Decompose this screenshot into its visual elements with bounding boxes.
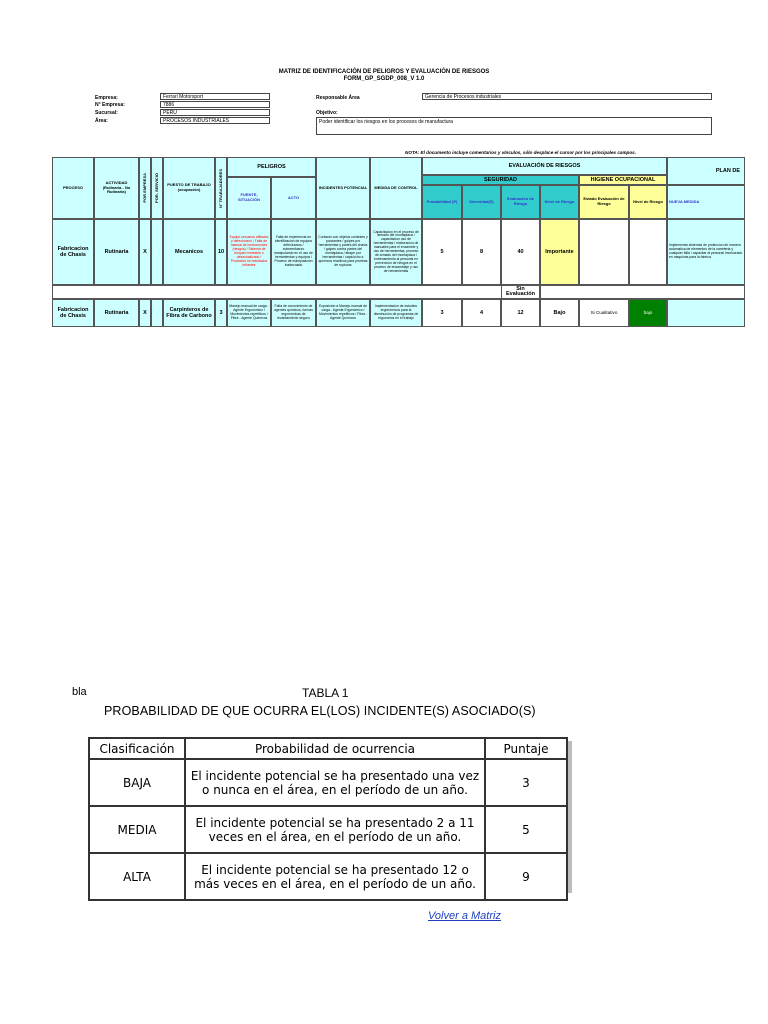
sucursal-field[interactable]: PERU [160, 109, 270, 116]
col-acto: ACTO [271, 177, 316, 219]
clasificacion-cell: MEDIA [89, 806, 185, 853]
row2-actividad[interactable]: Rutinaria [94, 299, 139, 327]
row2-por-servicio[interactable] [151, 299, 163, 327]
table-row [89, 806, 567, 853]
row2-severidad[interactable]: 4 [462, 299, 501, 327]
header-puntaje: Puntaje [485, 738, 567, 759]
col-seguridad: SEGURIDAD [422, 175, 579, 185]
row2-evaluacion[interactable]: 12 [501, 299, 540, 327]
col-peligros: PELIGROS [227, 157, 316, 177]
objetivo-label: Objetivo: [316, 110, 338, 116]
row2-incidente[interactable]: Exposición a Manejo manual de carga - Agente Ergonómico / Movimientos repetitivos / Fibra - Agente Químicos [316, 299, 370, 327]
row1-num[interactable]: 10 [215, 219, 227, 285]
tabla1-subtitle: PROBABILIDAD DE QUE OCURRA EL(LOS) INCIDENTE(S) ASOCIADO(S) [104, 704, 536, 718]
row2-puesto[interactable]: Carpinteros de Fibra de Carbono [163, 299, 215, 327]
col-proceso: PROCESO [52, 157, 94, 219]
responsable-field[interactable]: Gerencia de Procesos industriales [422, 93, 712, 100]
area-field[interactable]: PROCESOS INDUSTRIALES [160, 117, 270, 124]
nota-text: NOTA: El documento incluye comentarios y vínculos, sólo desplace el cursor por los principales campos. [405, 150, 636, 155]
table-row [89, 759, 567, 806]
col-por-servicio: POR. SERVICIO [151, 157, 163, 219]
stray-text: bla [72, 686, 87, 698]
form-code: FORM_GP_SGDP_008_V 1.0 [343, 76, 425, 82]
row1-estado-h[interactable] [579, 219, 629, 285]
col-plan: PLAN DE [667, 157, 745, 185]
col-actividad: ACTIVIDAD (Rutinaria - No Rutinaria) [94, 157, 139, 219]
col-por-empresa: POR EMPRESA [139, 157, 151, 219]
matrix-title: MATRIZ DE IDENTIFICACIÓN DE PELIGROS Y EVALUACIÓN DE RIESGOS [278, 69, 490, 75]
row2-fuente[interactable]: Manejo manual de carga - Agente Ergonómico / Movimientos repetitivos / Fibra - Agente Químicos [227, 299, 271, 327]
num-empresa-label: N° Empresa: [95, 102, 125, 108]
row2-num[interactable]: 3 [215, 299, 227, 327]
row1-severidad[interactable]: 8 [462, 219, 501, 285]
col-puesto: PUESTO DE TRABAJO (ocupación) [163, 157, 215, 219]
col-severidad: Severidad(S) [462, 185, 501, 219]
row2-medida[interactable]: Implementacion de estudios ergonómicos para la disminución de programas de ergonomía en el trabajo [370, 299, 422, 327]
sin-evaluacion: Sin Evaluación [501, 285, 540, 299]
row1-evaluacion[interactable]: 40 [501, 219, 540, 285]
col-nivel-riesgo: Nivel de Riesgo [540, 185, 579, 219]
empresa-label: Empresa: [95, 95, 118, 101]
puntaje-cell: 3 [485, 759, 567, 806]
clasificacion-cell: ALTA [89, 853, 185, 900]
row1-medida[interactable]: Capacitacion en el proceso de armado del montaplaca / capacitacion uso de herramientas / elaboracion de manuales para el ensamble y uso de herramientas, proceso de armado del montaplaca / entrenamiento al personal en prevencion de riesgos en el proceso de ensamblaje y uso de herramientas [370, 219, 422, 285]
row1-por-servicio[interactable] [151, 219, 163, 285]
table-row [89, 853, 567, 900]
objetivo-field[interactable]: Poder identificar los riesgos en los procesos de manufactura [316, 117, 712, 135]
header-probabilidad: Probabilidad de ocurrencia [185, 738, 485, 759]
col-medida: MEDIDA DE CONTROL [370, 157, 422, 219]
responsable-label: Responsable Área [316, 95, 360, 101]
empresa-field[interactable]: Ferrari Motorsport [160, 93, 270, 100]
row2-nivel-h[interactable]: bajo [629, 299, 667, 327]
col-nivel-riesgo-h: Nivel de Riesgo [629, 185, 667, 219]
row1-proceso[interactable]: Fabricacion de Chasis [52, 219, 94, 285]
description-cell: El incidente potencial se ha presentado una vez o nunca en el área, en el período de un año. [185, 759, 485, 806]
row2-acto[interactable]: Falta de conocimiento de agentes químicos, formas ergonómicas de levantamiento seguro [271, 299, 316, 327]
col-num-trabajadores: N° TRABAJADORES [215, 157, 227, 219]
num-empresa-field[interactable]: 7886 [160, 101, 270, 108]
puntaje-cell: 5 [485, 806, 567, 853]
col-incidentes: INCIDENTES POTENCIAL [316, 157, 370, 219]
col-estado-eval: Estado Evaluación de Riesgo [579, 185, 629, 219]
row1-nueva-medida[interactable]: Implementar sistemas de proteccion de manera automatica de elementos de la carreteria y cualquier falla / capacitar al personal involucrado en maquinas para la fabrica [667, 219, 745, 285]
row1-fuente[interactable]: Equipo cercanos afiliados y defectuosos / Falta de manual de instrucciones (riesgos) / Sistema de bloqueo inestable o desactualizado / Productos no resultados irritantes [227, 219, 271, 285]
row2-nueva-medida[interactable] [667, 299, 745, 327]
row1-nivel[interactable]: Importante [540, 219, 579, 285]
clasificacion-cell: BAJA [89, 759, 185, 806]
area-label: Área: [95, 118, 108, 124]
row2-estado-h[interactable]: Si Cualitativo [579, 299, 629, 327]
header-clasificacion: Clasificación [89, 738, 185, 759]
description-cell: El incidente potencial se ha presentado 12 o más veces en el área, en el período de un año. [185, 853, 485, 900]
row1-probabilidad[interactable]: 5 [422, 219, 462, 285]
row1-por-empresa[interactable]: X [139, 219, 151, 285]
col-probabilidad: Probabilidad (P) [422, 185, 462, 219]
row1-puesto[interactable]: Mecanicos [163, 219, 215, 285]
col-nueva-medida: NUEVA MEDIDA [667, 185, 745, 219]
row1-acto[interactable]: Falta de experiencia en identificacion de equipos defectuosos / sobreesfuerzo manipulando en el uso de herramientas y equipos / Proceso de manipulacion inadecuado [271, 219, 316, 285]
col-evaluacion: EVALUACIÓN DE RIESGOS [422, 157, 667, 175]
row2-proceso[interactable]: Fabricacion de Chasis [52, 299, 94, 327]
row2-nivel[interactable]: Bajo [540, 299, 579, 327]
col-fuente: FUENTE, SITUACIÓN [227, 177, 271, 219]
spacer-row-right [540, 285, 745, 299]
row2-por-empresa[interactable]: X [139, 299, 151, 327]
row1-incidente[interactable]: Contacto con objetos cortantes y punzantes / golpes por herramientas y partes del chasis / golpes contra partes del montaplaca / atrape por herramientas / caps/ocho a químicos reactivos para pruebas de rupturas [316, 219, 370, 285]
tabla1-title: TABLA 1 [302, 686, 349, 700]
spacer-row [52, 285, 502, 299]
row1-nivel-h[interactable] [629, 219, 667, 285]
row2-probabilidad[interactable]: 3 [422, 299, 462, 327]
row1-actividad[interactable]: Rutinaria [94, 219, 139, 285]
col-higiene: HIGIENE OCUPACIONAL [579, 175, 667, 185]
probability-table [88, 737, 568, 901]
description-cell: El incidente potencial se ha presentado 2 a 11 veces en el área, en el período de un año. [185, 806, 485, 853]
col-evaluacion-riesgo: Evaluación de Riesgo [501, 185, 540, 219]
volver-matriz-link[interactable]: Volver a Matriz [428, 910, 501, 922]
puntaje-cell: 9 [485, 853, 567, 900]
sucursal-label: Sucursal: [95, 110, 118, 116]
